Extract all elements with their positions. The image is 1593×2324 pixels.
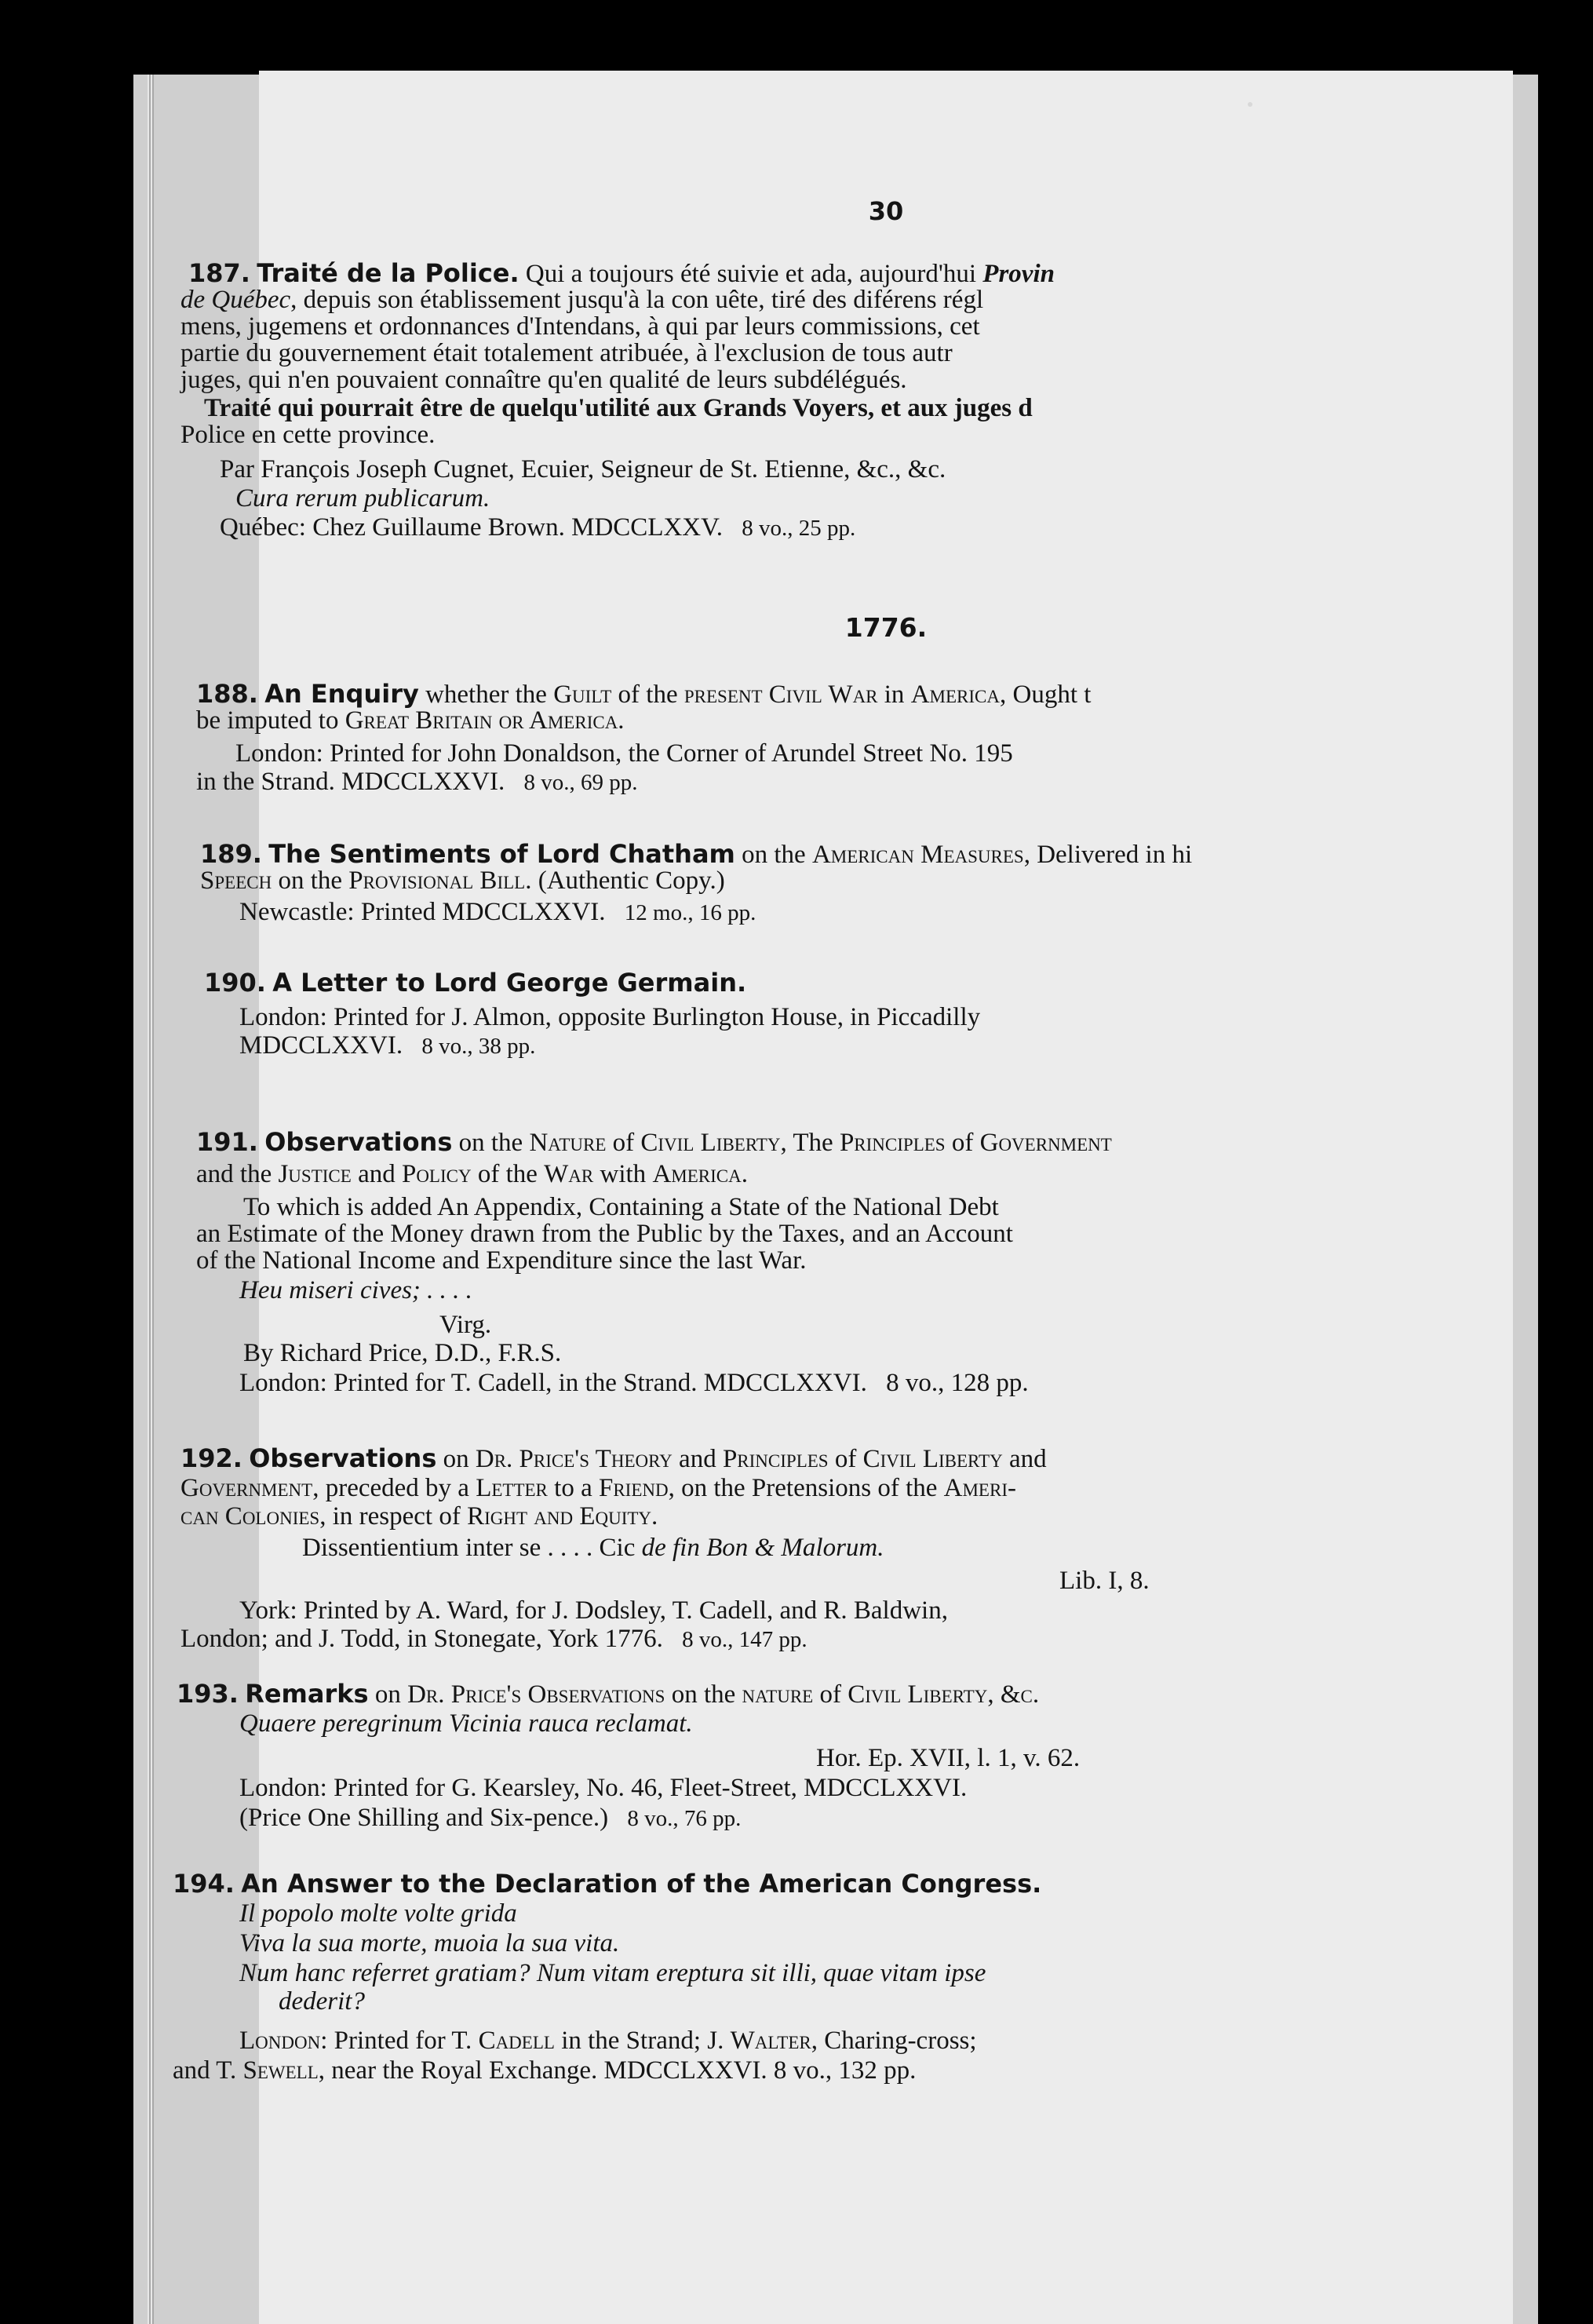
entry-number: 194. — [173, 1869, 235, 1899]
entry-number: 193. — [177, 1679, 239, 1709]
entry-title: Traité de la Police. — [257, 258, 519, 288]
entry-number: 190. — [204, 968, 266, 998]
entry-number: 191. — [196, 1127, 258, 1157]
entry-number: 188. — [196, 679, 258, 709]
year-heading: 1776. — [844, 612, 928, 643]
book-page: 30 187. Traité de la Police. Qui a toujours été suivie et ada, aujourd'hui Provin de Québec, depuis son établissement jusqu'à la con uête, tiré des diférens régl mens, jugemens et ordonnances d'Intendans, à qui par leurs commissions, cet partie du gouvernement était totalement atribuée, à l'exclusion de tous autr juges, qui n'en pouvaient connaître qu'en qualité de leurs subdélégués. Traité qui pourrait être de quelqu'utilité aux Grands Voyers, et aux juges d Police en cette province. Par François Joseph Cugnet, Ecuier, Seigneur de St. Etienne, &c., &c. Cura rerum publicarum. Québec: Chez Guillaume Brown. MDCCLXXV. 8 vo., 25 pp. 1776. 188. An Enquiry whether the Guilt of the present Civil War in America, Ought t be imputed to Great Britain or America. London: Printed for John Donaldson, the Corner of Arundel Street No. 195 in the Strand. MDCCLXXVI. 8 vo., 69 pp. 189. The Sentiments of Lord Chatham on the American Measures, Delivered in hi Speech on the Provisional Bill. (Authentic Copy.) Newcastle: Printed MDCCLXXVI. 12 mo., 16 pp. 190. A Letter to Lord George Germain. London: Printed for J. Almon, opposite Burlington House, in Piccadilly MDCCLXXVI. 8 vo., 38 pp. 191. Observations on the Nature of Civil Liberty, The Principles of Government and the Justice and Policy of the War with America. To which is added An Appendix, Containing a State of the National Debt an Estimate of the Money drawn from the Public by the Taxes, and an Account of the National Income and Expenditure since the last War. Heu miseri cives; . . . . Virg. By Richard Price, D.D., F.R.S. London: Printed for T. Cadell, in the Strand. MDCCLXXVI. 8 vo., 128 pp. 192. Observations on Dr. Price's Theory and Principles of Civil Liberty and Government, preceded by a Letter to a Friend, on the Pretensions of the Ameri- can Colonies, in respect of Right and Equity. Dissentientium inter se . . . . Cic de fin Bon & Malorum. Lib. I, 8. York: Printed by A. Ward, for J. Dodsley, T. Cadell, and R. Baldwin, London; and J. Todd, in Stonegate, York 1776. 8 vo., 147 pp. 193. Remarks on Dr. Price's Observations on the nature of Civil Liberty, &c. Quaere peregrinum Vicinia rauca reclamat. Hor. Ep. XVII, l. 1, v. 62. London: Printed for G. Kearsley, No. 46, Fleet-Street, MDCCLXXVI. (Price One Shilling and Six-pence.) 8 vo., 76 pp. 194. An Answer to the Declaration of the American Congress. Il popolo molte volte grida Viva la sua morte, muoia la sua vita. Num hanc referret gratiam? Num vitam ereptura sit illi, quae vitam ipse dederit? London: Printed for T. Cadell in the Strand; J. Walter, Charing-cross; and T. Sewell, near the Royal Exchange. MDCCLXXVI. 8 vo., 132 pp. — [259, 71, 1513, 2324]
entry-title: Observations — [264, 1127, 453, 1157]
page-number: 30 — [868, 196, 904, 226]
entry-title: A Letter to Lord George Germain. — [272, 968, 747, 998]
entry-title: The Sentiments of Lord Chatham — [268, 839, 735, 869]
entry-187-line-1: 187. Traité de la Police. Qui a toujours été suivie et ada, aujourd'hui Provin — [188, 258, 1055, 288]
entry-number: 192. — [180, 1443, 242, 1473]
page-speck — [1248, 102, 1252, 107]
entry-title: An Enquiry — [264, 679, 419, 709]
entry-number: 189. — [200, 839, 262, 869]
entry-title: Remarks — [245, 1679, 369, 1709]
entry-title: Observations — [249, 1443, 437, 1473]
entry-number: 187. — [188, 258, 250, 288]
entry-title: An Answer to the Declaration of the American Congress. — [241, 1869, 1042, 1899]
